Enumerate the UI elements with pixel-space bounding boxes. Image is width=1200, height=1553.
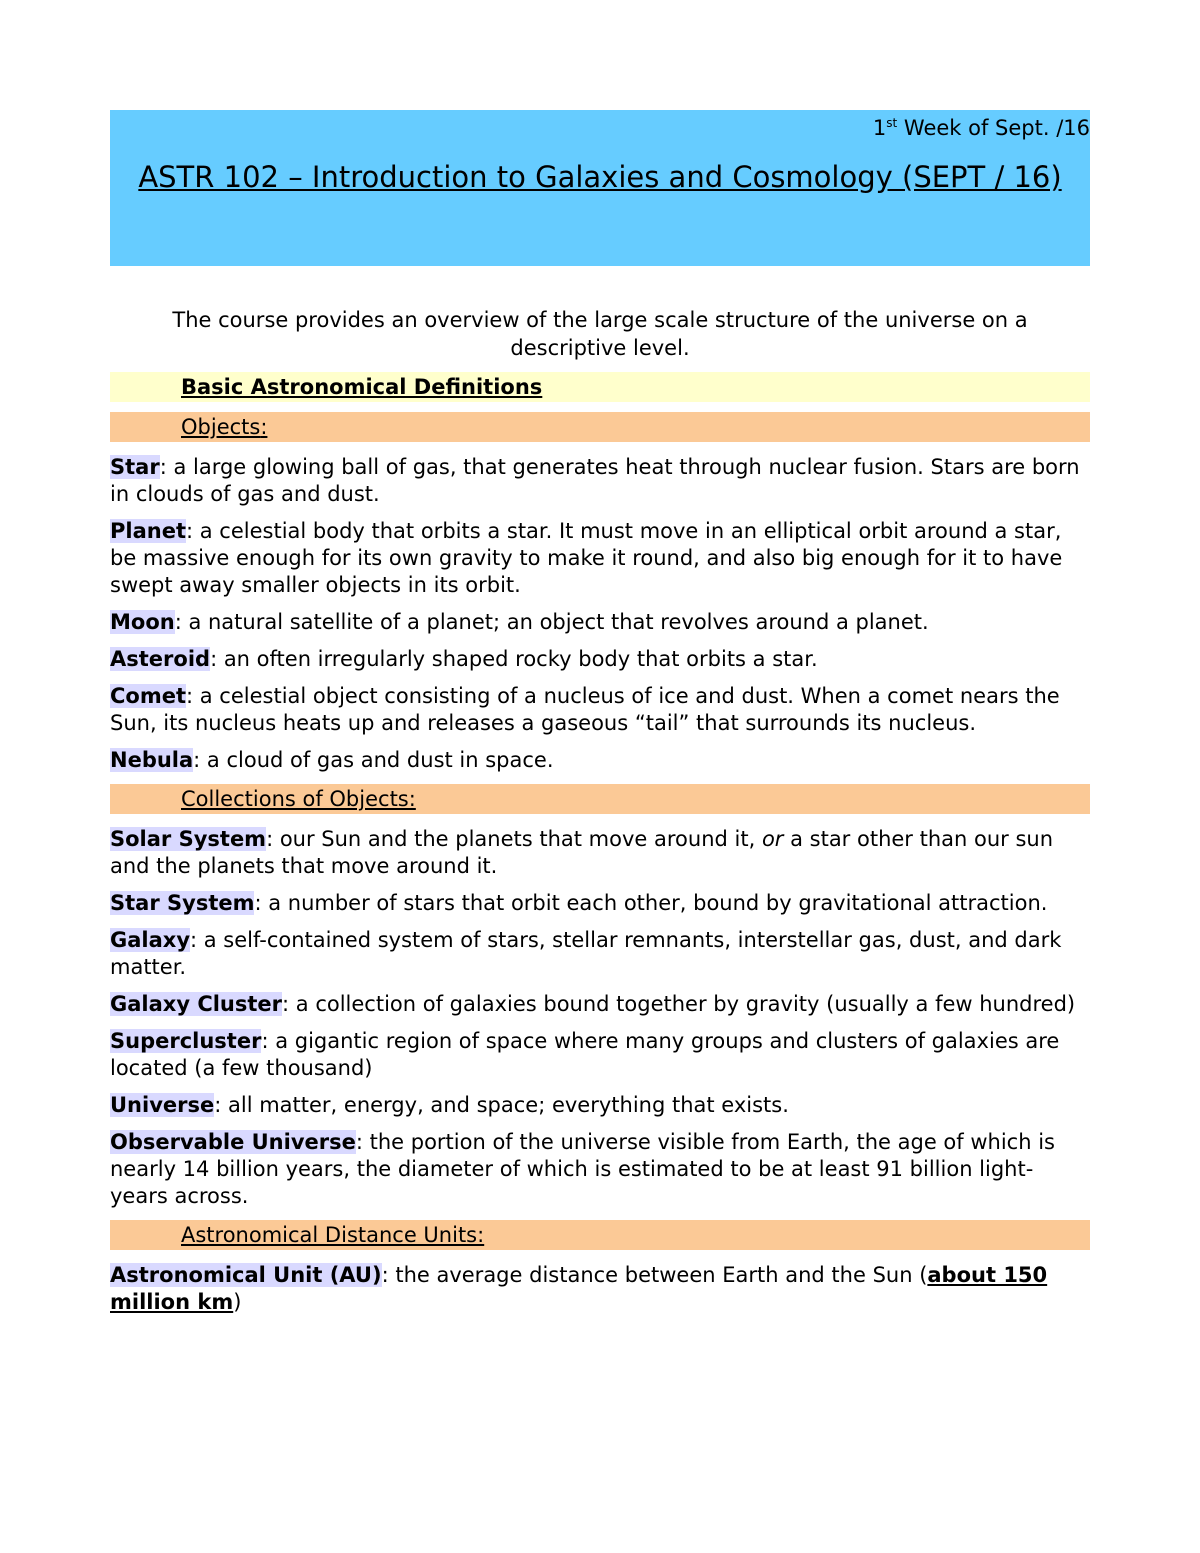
week-label — [110, 114, 1090, 142]
section-basic-definitions: Basic Astronomical Definitions — [110, 372, 1090, 402]
section-distance-units: Astronomical Distance Units: — [110, 1220, 1090, 1250]
def-galaxy-cluster: : a collection of galaxies bound together by gravity (usually a few hundred) — [282, 992, 1076, 1016]
definition-comet — [110, 683, 1090, 737]
def-au-value: about 150 million km — [110, 1263, 1048, 1314]
def-observable-universe: : the portion of the universe visible from Earth, the age of which is nearly 14 billion years, the diameter of which is estimated to be at least 91 billion light-years across. — [110, 1130, 1055, 1208]
def-moon: : a natural satellite of a planet; an object that revolves around a planet. — [174, 610, 929, 634]
week-number: 1 — [872, 116, 887, 140]
def-solar-system-a: : our Sun and the planets that move around it, — [266, 827, 762, 851]
def-nebula: : a cloud of gas and dust in space. — [193, 748, 554, 772]
def-solar-system-or: or — [761, 827, 784, 851]
def-universe: : all matter, energy, and space; everything that exists. — [214, 1093, 789, 1117]
def-au-a: : the average distance between Earth and the Sun ( — [381, 1263, 928, 1287]
definition-astronomical-unit — [110, 1262, 1090, 1316]
term-universe: Universe — [110, 1093, 215, 1117]
term-supercluster: Supercluster — [110, 1029, 262, 1053]
header-box — [110, 110, 1090, 266]
term-nebula: Nebula — [110, 748, 194, 772]
definition-nebula — [110, 747, 1090, 774]
def-galaxy: : a self-contained system of stars, stellar remnants, interstellar gas, dust, and dark matter. — [110, 928, 1062, 979]
term-star: Star — [110, 455, 160, 479]
definition-star — [110, 454, 1090, 508]
term-observable-universe: Observable Universe — [110, 1130, 356, 1154]
definition-planet — [110, 518, 1090, 599]
definition-galaxy-cluster — [110, 991, 1090, 1018]
term-galaxy: Galaxy — [110, 928, 191, 952]
definition-star-system — [110, 890, 1090, 917]
def-au-b: ) — [233, 1290, 242, 1314]
def-asteroid: : an often irregularly shaped rocky body that orbits a star. — [210, 647, 818, 671]
document-title: ASTR 102 – Introduction to Galaxies and Cosmology (SEPT / 16) — [138, 160, 1062, 194]
section-collections: Collections of Objects: — [110, 784, 1090, 814]
term-asteroid: Asteroid — [110, 647, 211, 671]
definition-moon — [110, 609, 1090, 636]
definition-observable-universe — [110, 1129, 1090, 1210]
term-astronomical-unit: Astronomical Unit (AU) — [110, 1263, 382, 1287]
term-planet: Planet — [110, 519, 186, 543]
term-comet: Comet — [110, 684, 187, 708]
section-objects-label: Objects — [181, 415, 261, 439]
section-objects-colon: : — [260, 415, 268, 439]
term-moon: Moon — [110, 610, 175, 634]
section-objects — [110, 412, 1090, 442]
def-solar-system-b: a star other than our sun and the planets that move around it. — [110, 827, 1054, 878]
document-page — [110, 110, 1090, 1316]
term-star-system: Star System — [110, 891, 255, 915]
week-ordinal: st — [886, 116, 898, 130]
definition-universe — [110, 1092, 1090, 1119]
def-planet: : a celestial body that orbits a star. It must move in an elliptical orbit around a star, be massive enough for its own gravity to make it round, and also big enough for it to have swept away smaller objects in its orbit. — [110, 519, 1063, 597]
def-star-system: : a number of stars that orbit each other, bound by gravitational attraction. — [254, 891, 1048, 915]
def-star: : a large glowing ball of gas, that generates heat through nuclear fusion. Stars are born in clouds of gas and dust. — [110, 455, 1080, 506]
term-solar-system: Solar System — [110, 827, 267, 851]
definition-asteroid — [110, 646, 1090, 673]
def-supercluster: : a gigantic region of space where many groups and clusters of galaxies are located (a few thousand) — [110, 1029, 1060, 1080]
course-intro: The course provides an overview of the large scale structure of the universe on a descriptive level. — [172, 308, 1028, 360]
week-text: Week of Sept. /16 — [897, 116, 1090, 140]
term-galaxy-cluster: Galaxy Cluster — [110, 992, 283, 1016]
definition-solar-system — [110, 826, 1090, 880]
def-comet: : a celestial object consisting of a nucleus of ice and dust. When a comet nears the Sun, its nucleus heats up and releases a gaseous “tail” that surrounds its nucleus. — [110, 684, 1060, 735]
definition-supercluster — [110, 1028, 1090, 1082]
definition-galaxy — [110, 927, 1090, 981]
